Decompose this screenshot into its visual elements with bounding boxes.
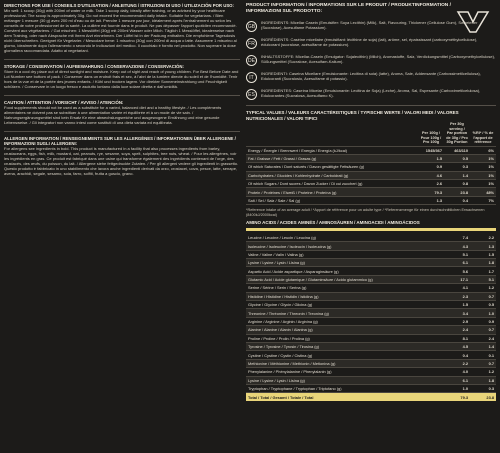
amino-row	[246, 376, 496, 384]
ri-header: %RI* / % de l'apport de référence	[470, 121, 496, 146]
nutrition-per100: 0.9	[418, 163, 444, 171]
amino-per-serving: 0.7	[470, 292, 496, 300]
amino-row	[246, 250, 496, 258]
ingredient-text: INGREDIENTI: Caseina Micellare (Emulsionante: Lecitina di soia) (latte), Aroma, Sale, Addensante (Carbossimetilcellulosa), Edulcoranti (Sucralosio, Acesulfame di potassio).	[261, 71, 481, 81]
amino-per-serving: 2.4	[470, 334, 496, 342]
amino-per-serving: 1.2	[470, 368, 496, 376]
nutrition-row	[246, 196, 496, 204]
per100-header: Per 100g / Pour 100g / Pro 100g	[418, 121, 444, 146]
amino-label: Threonine / Thréonine / Threonin / Treonina (g)	[246, 309, 444, 317]
amino-row	[246, 351, 496, 359]
amino-label: Valine / Valine / Valin / Valina (g)	[246, 250, 444, 258]
amino-table	[246, 234, 496, 401]
nutrition-per100: 1.5	[418, 154, 444, 162]
amino-row	[246, 267, 496, 275]
amino-per100: 6.1	[444, 376, 470, 384]
nutrition-per-serving: 0.5	[444, 154, 470, 162]
nutrition-per100: 79.3	[418, 188, 444, 196]
per-serving-header: Per 30g serving / Par portion de 30g / Pro 30g Portion	[444, 121, 470, 146]
total-per-serving: 23.8	[486, 394, 494, 400]
amino-row	[246, 334, 496, 342]
amino-label: Tyrosine / Tyrosine / Tyrosin / Tirosina (g)	[246, 343, 444, 351]
amino-label: Tryptophan / Tryptophane / Tryptophan / Triptofano (g)	[246, 384, 444, 392]
nutrition-ri: 1%	[470, 163, 496, 171]
amino-per-serving: 0.1	[470, 351, 496, 359]
amino-per100: 2.2	[444, 359, 470, 367]
amino-row	[246, 292, 496, 300]
flag-icon: DE	[246, 55, 257, 66]
amino-per-serving: 0.9	[470, 317, 496, 325]
amino-per100: 4.1	[444, 284, 470, 292]
nutrition-ri: 1%	[470, 154, 496, 162]
directions-section	[4, 3, 240, 53]
caution-heading: CAUTION / ATTENTION / VORSICHT / AVVISO / ATENCIÓN:	[4, 100, 124, 105]
nutrition-row	[246, 171, 496, 179]
directions-body: Mix well: 1 scoop (30g) with 200ml of water or milk. Take 1 scoop daily, ideally after training, or as advised by your healthcare professional. The scoop is approximately 30g. Do not exceed the recommended daily intake. Suitable for vegetarians. / Bien mélanger 1 mesure (30 g) avec 200 ml d'eau ou de lait. Prendre 1 mesure par jour, idéalement après l'entraînement ou selon les conseils de votre professionnel de la santé. La cuillère est fournie dans le produit. Ne pas dépasser l'apport quotidien recommandé. Convient aux végétariens. / Gut mischen: 1 Messlöffel (30g) mit 200ml Wasser oder Milch. Täglich 1 Messlöffel, idealerweise nach dem Training, oder nach Absprache mit Ihrem Arzt einnehmen. Der Löffel ist in der Packung enthalten. Die empfohlene Tagesdosis nicht überschreiten. Geeignet für Vegetarier. / Mescolare bene: 1 misurino (30g) con 200ml di acqua o latte. Assumere 1 misurino al giorno, idealmente dopo l'allenamento o secondo le indicazioni del medico. Il cucchiaio è fornito nel prodotto. Non superare la dose giornaliera raccomandata. Adatto ai vegetariani.	[4, 8, 237, 53]
nutrition-per-serving: 1.4	[444, 171, 470, 179]
amino-per-serving: 1.7	[470, 267, 496, 275]
nutrition-label: Fat / Graisse / Fett / Grassi / Grasas (g)	[246, 154, 418, 162]
right-column	[246, 3, 496, 401]
amino-row	[246, 368, 496, 376]
amino-label: Histidine / Histidine / Histidin / Istidina (g)	[246, 292, 444, 300]
nutrition-ri: 7%	[470, 196, 496, 204]
nutrition-table	[246, 121, 496, 205]
amino-per-serving: 1.2	[470, 284, 496, 292]
ingredient-text: INGREDIENTS: Micellar Casein (Emulsifier: Soya Lecithin) (Milk), Salt, Flavouring, Thickener (Cellulose Gum), Sweetener (Sucralose), Acesulfame Potassium).	[261, 20, 478, 30]
amino-per-serving: 1.0	[470, 309, 496, 317]
amino-per-serving: 1.5	[470, 250, 496, 258]
nutrition-row	[246, 180, 496, 188]
amino-per100: 2.3	[444, 292, 470, 300]
amino-row	[246, 317, 496, 325]
storage-heading: STORAGE / CONSERVATION / AUFBEWAHRUNG / CONSERVAZIONE / CONSERVACIÓN:	[4, 64, 184, 69]
nutrition-label: Carbohydrates / Glucides / Kohlenhydrate / Carboidrati (g)	[246, 171, 418, 179]
amino-per100: 5.6	[444, 267, 470, 275]
amino-per100: 2.4	[444, 326, 470, 334]
nutrition-row	[246, 163, 496, 171]
nutrition-per-serving: 0.4	[444, 196, 470, 204]
nutrition-row	[246, 188, 496, 196]
ingredient-text: INHALTSSTOFFE: Micellar-Casein (Emulgator: Sojalecithin) (Milch), Aromastoffe, Salz, Verdickungsmittel (Carboxymethylcellulose), Süßungsmittel (Sucralose, Acesulfam-Kalium).	[261, 54, 496, 64]
amino-per100: 1.5	[444, 301, 470, 309]
amino-label: Aspartic Acid / Acide aspartique / Asparaginsäure (g)	[246, 267, 444, 275]
amino-label: Glycine / Glycine / Glycin / Glicina (g)	[246, 301, 444, 309]
divider	[246, 105, 496, 106]
ingredient-row	[246, 88, 496, 100]
amino-per-serving: 0.7	[470, 326, 496, 334]
ingredient-row	[246, 37, 496, 49]
amino-per-serving: 1.8	[470, 376, 496, 384]
nutrition-per100: 1.3	[418, 196, 444, 204]
amino-title: AMINO ACIDS / ACIDES AMINÉS / AMINOSÄUREN / AMINOACIDI / AMINOÁCIDOS	[246, 220, 420, 226]
amino-per-serving: 1.3	[470, 242, 496, 250]
amino-per-serving: 5.1	[470, 275, 496, 283]
amino-per100: 7.4	[444, 234, 470, 242]
allergen-heading: ALLERGEN INFORMATION / RENSEIGNEMENTS SUR LES ALLERGÈNES / INFORMATIONEN ÜBER ALLERGENE / INFORMAZIONI SUGLI ALLERGENI:	[4, 136, 236, 146]
amino-per-serving: 0.3	[470, 384, 496, 392]
divider	[4, 95, 240, 96]
label-header	[246, 121, 418, 146]
ingredient-text: INGRÉDIENTS: Caséine micellaire (émulsifiant: lécithine de soja) (lait), arôme, sel, épaississant (carboxyméthylcellulose), édulcorant (sucralose, acésulfame de potassium).	[261, 37, 478, 47]
amino-label: Isoleucine / Isoleucine / Isoleucin / Isoleucina (g)	[246, 242, 444, 250]
nutrition-title: TYPICAL VALUES / VALEURS CARACTÉRISTIQUES / TYPISCHE WERTE / VALORI MEDI / VALORES NUTRICIONALES / VALORI TIPICI	[246, 110, 459, 121]
nutrition-label: Protein / Protéines / Eiweiß / Proteine / Proteína (g)	[246, 188, 418, 196]
nutrition-per100: 4.6	[418, 171, 444, 179]
flag-icon: ES	[246, 89, 257, 100]
amino-per100: 4.0	[444, 368, 470, 376]
divider	[4, 59, 240, 60]
amino-row	[246, 301, 496, 309]
caution-body: Food supplements should not be used as a substitute for a varied, balanced diet and a healthy lifestyle. / Les compléments alimentaires ne doivent pas se substituer à une alimentation variée et équilibrée et à un mode de vie sain. / Nahrungsergänzungsmittel sind kein Ersatz für eine abwechslungsreiche und ausgewogene Ernährung und eine gesunde Lebensweise. / Gli integratori non vanno intesi come sostituti di una dieta variata ed equilibrata.	[4, 105, 222, 125]
accent-bar	[246, 228, 496, 231]
nutrition-ri: 48%	[470, 188, 496, 196]
brand-logo-icon	[454, 6, 492, 36]
amino-per-serving: 1.8	[470, 259, 496, 267]
nutrition-header-row	[246, 121, 496, 146]
amino-label: Lysine / Lysine / Lysin / Lisina (g)	[246, 376, 444, 384]
amino-per-serving: 0.5	[470, 301, 496, 309]
amino-label: Methionine / Méthionine / Methionin / Metionina (g)	[246, 359, 444, 367]
amino-row	[246, 359, 496, 367]
amino-per-serving: 2.2	[470, 234, 496, 242]
nutrition-label: Of which Saturates / Dont saturés / Davon gesättigte Fettsäuren (g)	[246, 163, 418, 171]
amino-per100: 5.1	[444, 250, 470, 258]
nutrition-per100: 1545/367	[418, 146, 444, 154]
nutrition-per-serving: 0.3	[444, 163, 470, 171]
amino-label: Proline / Proline / Prolin / Prolina (g)	[246, 334, 444, 342]
directions-heading: DIRECTIONS FOR USE / CONSEILS D'UTILISATION / ANLEITUNG / ISTRUZIONI DI USO / UTILIZACIÓN POR USO:	[4, 3, 234, 8]
amino-per100: 4.3	[444, 242, 470, 250]
caution-section	[4, 100, 240, 125]
amino-label: Arginine / Arginine / Arginin / Arginina (g)	[246, 317, 444, 325]
amino-total-row	[246, 393, 496, 401]
amino-row	[246, 242, 496, 250]
amino-row	[246, 284, 496, 292]
nutrition-per-serving: 463/110	[444, 146, 470, 154]
nutrition-note: *Reference intake of an average adult / *Apport de référence pour un adulte type / *Referenzmenge für einen durchschnittlichen Erwachsenen (8400kJ/2000kcal)	[246, 208, 485, 217]
amino-per100: 6.1	[444, 259, 470, 267]
amino-per100: 8.1	[444, 334, 470, 342]
allergen-section	[4, 136, 240, 176]
divider	[4, 131, 240, 132]
amino-row	[246, 275, 496, 283]
nutrition-ri: 1%	[470, 171, 496, 179]
amino-per100: 3.4	[444, 309, 470, 317]
amino-label: Lysine / Lysine / Lysin / Lisina (g)	[246, 259, 444, 267]
amino-per100: 17.1	[444, 275, 470, 283]
amino-row	[246, 234, 496, 242]
amino-row	[246, 343, 496, 351]
amino-label: Cystine / Cystine / Cystin / Cistina (g)	[246, 351, 444, 359]
nutrition-row	[246, 154, 496, 162]
storage-body: Store in a cool dry place out of direct sunlight and moisture. Keep out of sight and reach of young children. For Best Before Date and Lot Number see bottom of pack. / Conserver dans un endroit frais et sec, à l'abri de la lumière directe du soleil et de l'humidité. Tenir hors de la vue et de la portée des jeunes enfants. / Kühl und trocken lagern. Vor direkter Sonneneinstrahlung und Feuchtigkeit schützen. / Conservare in un luogo fresco e asciutto lontano dalla luce solare diretta e dall'umidità.	[4, 69, 239, 89]
amino-row	[246, 259, 496, 267]
nutrition-row	[246, 146, 496, 154]
amino-label: Serine / Sérine / Serin / Serina (g)	[246, 284, 444, 292]
ingredient-row	[246, 71, 496, 83]
nutrition-label: Energy / Énergie / Brennwert / Energia / Energía (kJ/kcal)	[246, 146, 418, 154]
ingredient-text: INGREDIENTES: Caseína Micelar (Emulsionante: Lecitina de Soja) (Leche), Aroma, Sal, Espesante (Carboximetilcelulosa), Edulcorantes (Sucralosa, Acesulfamo K).	[261, 88, 481, 98]
total-per100: 79.3	[460, 394, 468, 400]
nutrition-ri: 1%	[470, 180, 496, 188]
product-info-heading: PRODUCT INFORMATION / INFORMATIONS SUR LE PRODUIT / PRODUKTINFORMATION / INFORMAZIONI SUL PRODOTTO:	[246, 3, 451, 14]
nutrition-ri: 6%	[470, 146, 496, 154]
flag-icon: IT	[246, 72, 257, 83]
allergen-body: For allergens see ingredients in bold. This product is manufactured in a facility that also processes ingredients from barley, crustaceans, eggs, fish, milk, mustard, oat, peanuts, rye, sesame, soya, spelt, sulphites, tree nuts, wheat. / Pour les allergènes, voir les ingrédients en gras. Ce produit est fabriqué dans une usine qui transforme également des ingrédients contenant de l'orge, des crustacés, des œufs, du poisson, du lait. / Allergene siehe fettgedruckte Zutaten. / Per gli allergeni vedere gli ingredienti in grassetto. Questo prodotto è fabbricato in uno stabilimento che lavora anche ingredienti derivati da orzo, crostacei, uova, pesce, latte, senape, avena, arachidi, segale, sesamo, soia, farro, solfiti, frutta a guscio, grano.	[4, 146, 239, 176]
flag-icon: GB	[246, 21, 257, 32]
amino-per-serving: 0.7	[470, 359, 496, 367]
nutrition-body	[246, 146, 496, 205]
nutrition-per100: 2.6	[418, 180, 444, 188]
amino-row	[246, 326, 496, 334]
total-label: Total / Total / Gesamt / Totale / Total	[248, 394, 314, 400]
nutrition-per-serving: 0.8	[444, 180, 470, 188]
amino-per100: 0.4	[444, 351, 470, 359]
amino-row	[246, 309, 496, 317]
nutrition-per-serving: 23.8	[444, 188, 470, 196]
flag-icon: FR	[246, 38, 257, 49]
amino-per100: 1.0	[444, 384, 470, 392]
amino-label: Phenylalanine / Phénylalanine / Phenylalanin (g)	[246, 368, 444, 376]
amino-per-serving: 1.4	[470, 343, 496, 351]
amino-body	[246, 234, 496, 393]
ingredient-row	[246, 54, 496, 66]
left-column	[4, 3, 240, 182]
amino-label: Leucine / Leucine / Leucin / Leucina (g)	[246, 234, 444, 242]
nutrition-label: Salt / Sel / Salz / Sale / Sal (g)	[246, 196, 418, 204]
storage-section	[4, 64, 240, 89]
nutrition-label: Of which Sugars / Dont sucres / Davon Zucker / Di cui zuccheri (g)	[246, 180, 418, 188]
amino-per100: 2.9	[444, 317, 470, 325]
amino-label: Glutamic Acid / Acide glutamique / Glutaminsäure / Acido glutammico (g)	[246, 275, 444, 283]
amino-row	[246, 384, 496, 392]
amino-per100: 4.5	[444, 343, 470, 351]
amino-label: Alanine / Alanine / Alanin / Alanina (g)	[246, 326, 444, 334]
